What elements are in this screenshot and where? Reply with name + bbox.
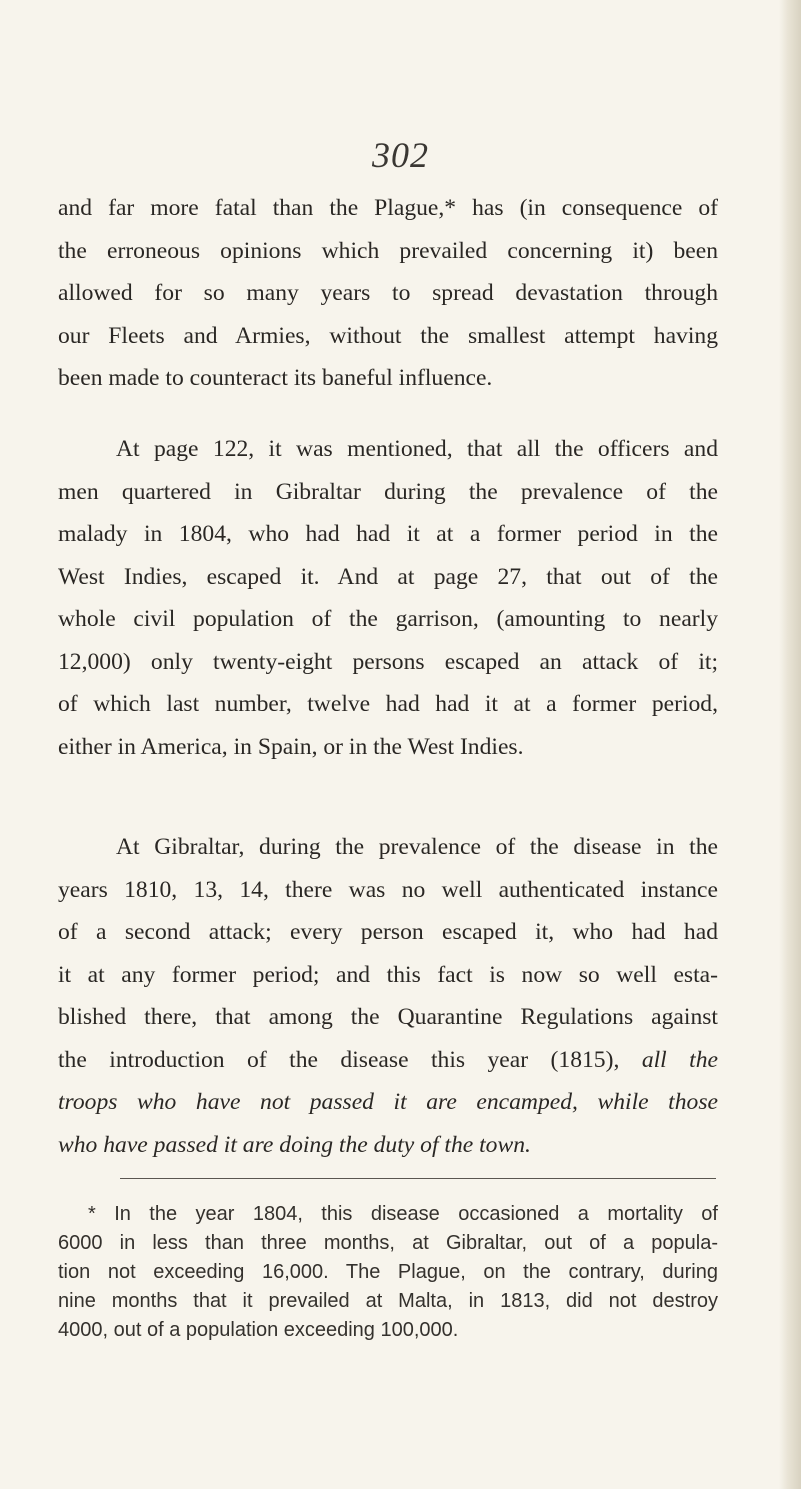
text-line: West Indies, escaped it. And at page 27, that out of the xyxy=(58,563,718,590)
text-segment: the introduction of the disease this year (1815), xyxy=(58,1046,620,1073)
text-line: 12,000) only twenty-eight persons escaped an attack of it; xyxy=(58,648,718,675)
text-line: At Gibraltar, during the prevalence of the disease in the xyxy=(116,834,718,860)
footnote-line: nine months that it prevailed at Malta, in 1813, did not destroy xyxy=(58,1290,718,1312)
footnote-divider xyxy=(120,1178,716,1179)
text-line: either in America, in Spain, or in the West Indies. xyxy=(58,733,524,760)
italic-text-line xyxy=(58,1124,718,1167)
text-line: blished there, that among the Quarantine Regulations against xyxy=(58,1004,718,1030)
text-line: malady in 1804, who had had it at a former period in the xyxy=(58,521,718,547)
footnote-line: * In the year 1804, this disease occasioned a mortality of xyxy=(88,1203,718,1225)
text-line: our Fleets and Armies, without the smallest attempt having xyxy=(58,322,718,349)
page-edge-shadow xyxy=(779,0,801,1489)
text-line: of which last number, twelve had had it at a former period, xyxy=(58,691,718,717)
paragraph-1 xyxy=(58,187,718,400)
paragraph-2 xyxy=(58,428,718,768)
text-line: men quartered in Gibraltar during the prevalence of the xyxy=(58,478,718,505)
text-line: and far more fatal than the Plague,* has (in consequence of xyxy=(58,195,718,221)
italic-segment: who have passed it are doing the duty of the town. xyxy=(58,1131,531,1158)
text-line: of a second attack; every person escaped it, who had had xyxy=(58,919,718,945)
footnote-line: 4000, out of a population exceeding 100,000. xyxy=(58,1319,459,1341)
text-line-mixed xyxy=(58,1039,718,1082)
footnote-line: tion not exceeding 16,000. The Plague, on the contrary, during xyxy=(58,1261,718,1283)
text-line: allowed for so many years to spread devastation through xyxy=(58,280,718,306)
page-number: 302 xyxy=(372,135,429,175)
text-line: it at any former period; and this fact is now so well esta- xyxy=(58,961,718,988)
footnote xyxy=(58,1200,718,1345)
text-line: the erroneous opinions which prevailed concerning it) been xyxy=(58,237,718,264)
footnote-line: 6000 in less than three months, at Gibraltar, out of a popula- xyxy=(58,1232,718,1254)
italic-segment: all the xyxy=(641,1046,718,1073)
italic-segment: troops who have not passed it are encamped, while those xyxy=(58,1089,718,1115)
paragraph-3 xyxy=(58,826,718,1166)
italic-text-line xyxy=(58,1081,718,1124)
text-line: years 1810, 13, 14, there was no well authenticated instance xyxy=(58,876,718,903)
text-line: At page 122, it was mentioned, that all the officers and xyxy=(116,436,718,462)
text-line: been made to counteract its baneful influence. xyxy=(58,365,493,391)
text-line: whole civil population of the garrison, (amounting to nearly xyxy=(58,606,718,632)
